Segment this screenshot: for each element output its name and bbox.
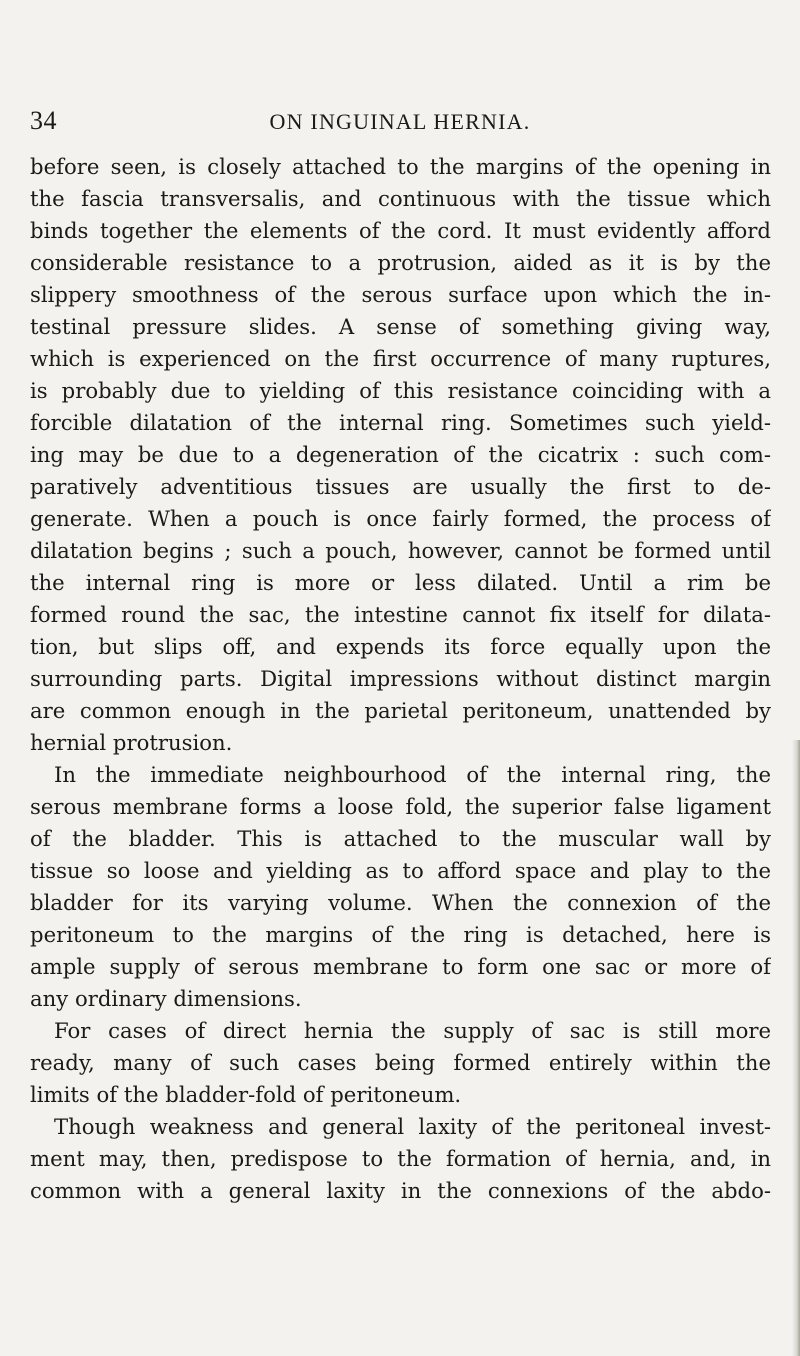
text-line: binds together the elements of the cord. It must evidently afford [30,218,771,243]
text-line: are common enough in the parietal peritoneum, unattended by [30,698,771,723]
page-number: 34 [30,106,57,135]
paragraph-start-line: For cases of direct hernia the supply of sac is still more [54,1018,771,1043]
paragraph-start-line: Though weakness and general laxity of the peritoneal invest- [54,1114,771,1139]
text-line: limits of the bladder-fold of peritoneum. [30,1082,462,1107]
text-line: paratively adventitious tissues are usually the first to de- [30,474,771,499]
text-line: which is experienced on the first occurrence of many ruptures, [30,346,771,371]
page-edge-shadow [792,740,800,1356]
text-line: hernial protrusion. [30,730,233,755]
text-line: ample supply of serous membrane to form one sac or more of [30,954,771,979]
text-line: generate. When a pouch is once fairly formed, the process of [30,506,771,531]
text-line: the fascia transversalis, and continuous with the tissue which [30,186,771,211]
text-line: before seen, is closely attached to the margins of the opening in [30,154,771,179]
text-line: dilatation begins ; such a pouch, however, cannot be formed until [30,538,771,563]
page-header [30,104,770,138]
text-line: any ordinary dimensions. [30,986,302,1011]
text-line: tion, but slips off, and expends its force equally upon the [30,634,771,659]
text-line: serous membrane forms a loose fold, the superior false ligament [30,794,771,819]
text-line: of the bladder. This is attached to the muscular wall by [30,826,771,851]
text-line: formed round the sac, the intestine cannot fix itself for dilata- [30,602,771,627]
text-line: surrounding parts. Digital impressions without distinct margin [30,666,771,691]
text-line: ing may be due to a degeneration of the cicatrix : such com- [30,442,771,467]
text-line: common with a general laxity in the connexions of the abdo- [30,1178,771,1203]
text-line: slippery smoothness of the serous surface upon which the in- [30,282,771,307]
text-line: forcible dilatation of the internal ring. Sometimes such yield- [30,410,771,435]
text-line: ment may, then, predispose to the formation of hernia, and, in [30,1146,771,1171]
paragraph-start-line: In the immediate neighbourhood of the internal ring, the [54,762,771,787]
text-line: considerable resistance to a protrusion, aided as it is by the [30,250,771,275]
text-line: the internal ring is more or less dilated. Until a rim be [30,570,771,595]
text-line: bladder for its varying volume. When the connexion of the [30,890,771,915]
text-line: is probably due to yielding of this resistance coinciding with a [30,378,771,403]
text-line: tissue so loose and yielding as to afford space and play to the [30,858,771,883]
text-line: peritoneum to the margins of the ring is detached, here is [30,922,771,947]
text-line: ready, many of such cases being formed entirely within the [30,1050,771,1075]
text-line: testinal pressure slides. A sense of something giving way, [30,314,771,339]
running-head: ON INGUINAL HERNIA. [269,109,531,134]
